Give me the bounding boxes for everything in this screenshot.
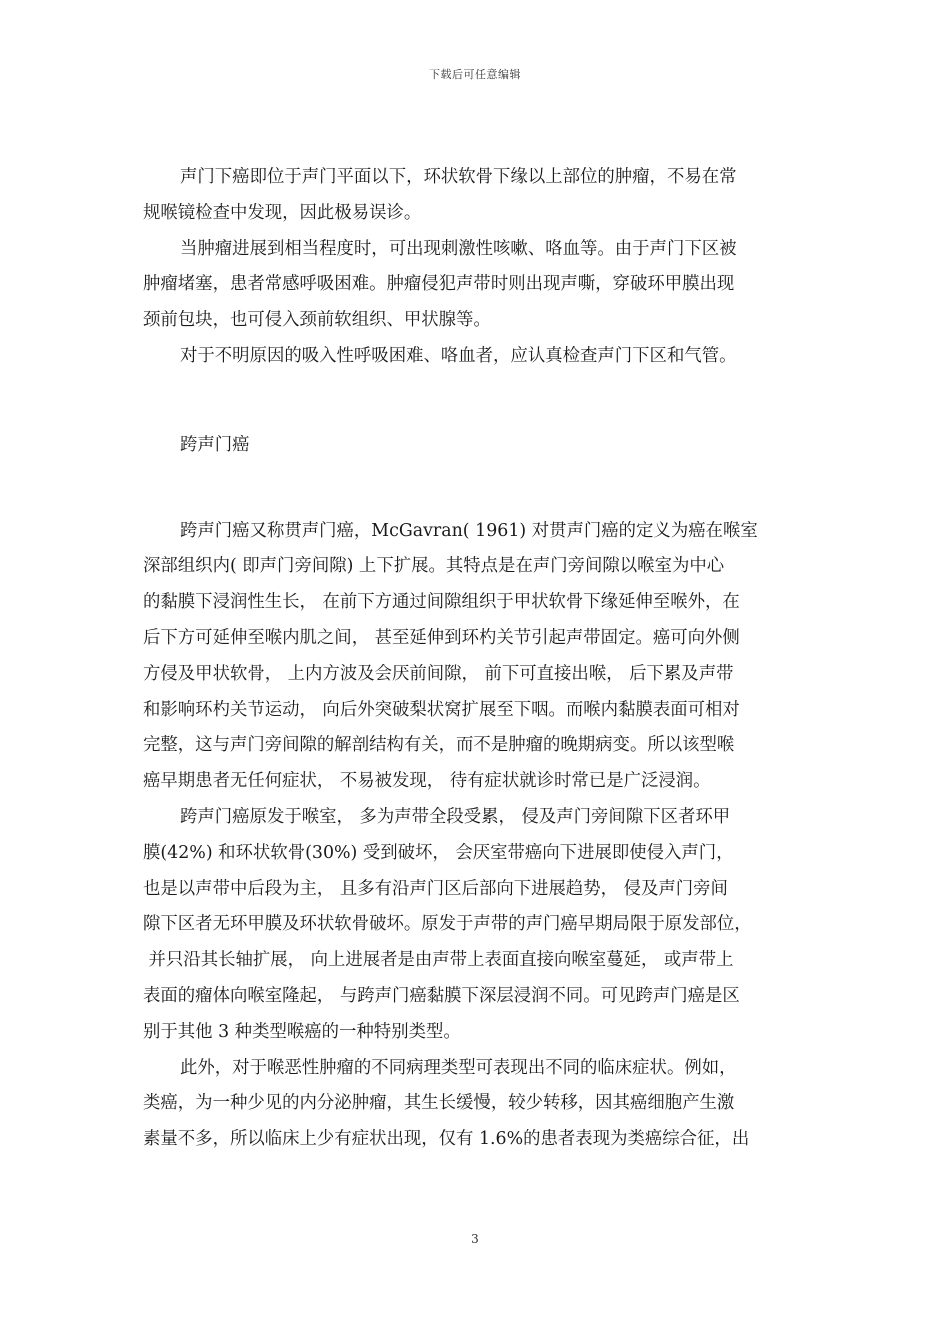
- text-line: 表面的瘤体向喉室隆起， 与跨声门癌黏膜下深层浸润不同。可见跨声门癌是区: [143, 985, 740, 1006]
- text-line: 并只沿其长轴扩展， 向上进展者是由声带上表面直接向喉室蔓延， 或声带上: [143, 950, 734, 971]
- page-header: 下载后可任意编辑: [429, 68, 521, 81]
- text-line: 隙下区者无环甲膜及环状软骨破坏。原发于声带的声门癌早期局限于原发部位，: [143, 914, 752, 935]
- text-line: 对于不明原因的吸入性呼吸困难、咯血者，应认真检查声门下区和气管。: [180, 345, 737, 366]
- text-line: 方侵及甲状软骨， 上内方波及会厌前间隙， 前下可直接出喉， 后下累及声带: [143, 663, 734, 684]
- page-number: 3: [471, 1232, 479, 1246]
- paragraph: [143, 339, 811, 375]
- text-line: 当肿瘤进展到相当程度时，可出现刺激性咳嗽、咯血等。由于声门下区被: [180, 238, 737, 259]
- text-line: 声门下癌即位于声门平面以下，环状软骨下缘以上部位的肿瘤，不易在常: [180, 167, 737, 187]
- section-transglottic: [143, 514, 811, 1158]
- text-line: 癌早期患者无任何症状， 不易被发现， 待有症状就诊时常已是广泛浸润。: [143, 771, 711, 792]
- text-line: 也是以声带中后段为主， 且多有沿声门区后部向下进展趋势， 侵及声门旁间: [143, 878, 728, 899]
- paragraph: [143, 1051, 811, 1158]
- text-line: 膜(42%) 和环状软骨(30%) 受到破坏， 会厌室带癌向下进展即使侵入声门，: [143, 842, 734, 863]
- text-line: 类癌，为一种少见的内分泌肿瘤，其生长缓慢，较少转移，因其癌细胞产生激: [143, 1093, 735, 1114]
- paragraph: [143, 514, 811, 800]
- text-line: 后下方可延伸至喉内肌之间， 甚至延伸到环杓关节引起声带固定。癌可向外侧: [143, 627, 740, 648]
- section-subglottic: [143, 160, 811, 375]
- paragraph: [143, 232, 811, 339]
- text-line: 肿瘤堵塞，患者常感呼吸困难。肿瘤侵犯声带时则出现声嘶，穿破环甲膜出现: [143, 274, 735, 295]
- section-heading: 跨声门癌: [180, 434, 250, 455]
- text-line: 规喉镜检查中发现，因此极易误诊。: [143, 202, 422, 223]
- text-line: 别于其他 3 种类型喉癌的一种特别类型。: [143, 1021, 461, 1042]
- text-line: 和影响环杓关节运动， 向后外突破梨状窝扩展至下咽。而喉内黏膜表面可相对: [143, 699, 740, 720]
- text-line: 深部组织内( 即声门旁间隙) 上下扩展。其特点是在声门旁间隙以喉室为中心: [143, 556, 725, 577]
- paragraph: [143, 160, 811, 232]
- text-line: 颈前包块，也可侵入颈前软组织、甲状腺等。: [143, 310, 491, 331]
- text-line: 此外，对于喉恶性肿瘤的不同病理类型可表现出不同的临床症状。例如，: [180, 1057, 737, 1078]
- text-line: 跨声门癌又称贯声门癌，McGavran( 1961) 对贯声门癌的定义为癌在喉室: [180, 520, 758, 541]
- text-line: 的黏膜下浸润性生长， 在前下方通过间隙组织于甲状软骨下缘延伸至喉外，在: [143, 592, 740, 613]
- text-line: 素量不多，所以临床上少有症状出现，仅有 1.6%的患者表现为类癌综合征，出: [143, 1129, 750, 1150]
- text-line: 完整，这与声门旁间隙的解剖结构有关，而不是肿瘤的晚期病变。所以该型喉: [143, 735, 735, 756]
- text-line: 跨声门癌原发于喉室， 多为声带全段受累， 侵及声门旁间隙下区者环甲: [180, 806, 731, 827]
- paragraph: [143, 800, 811, 1051]
- document-body: [143, 160, 811, 1158]
